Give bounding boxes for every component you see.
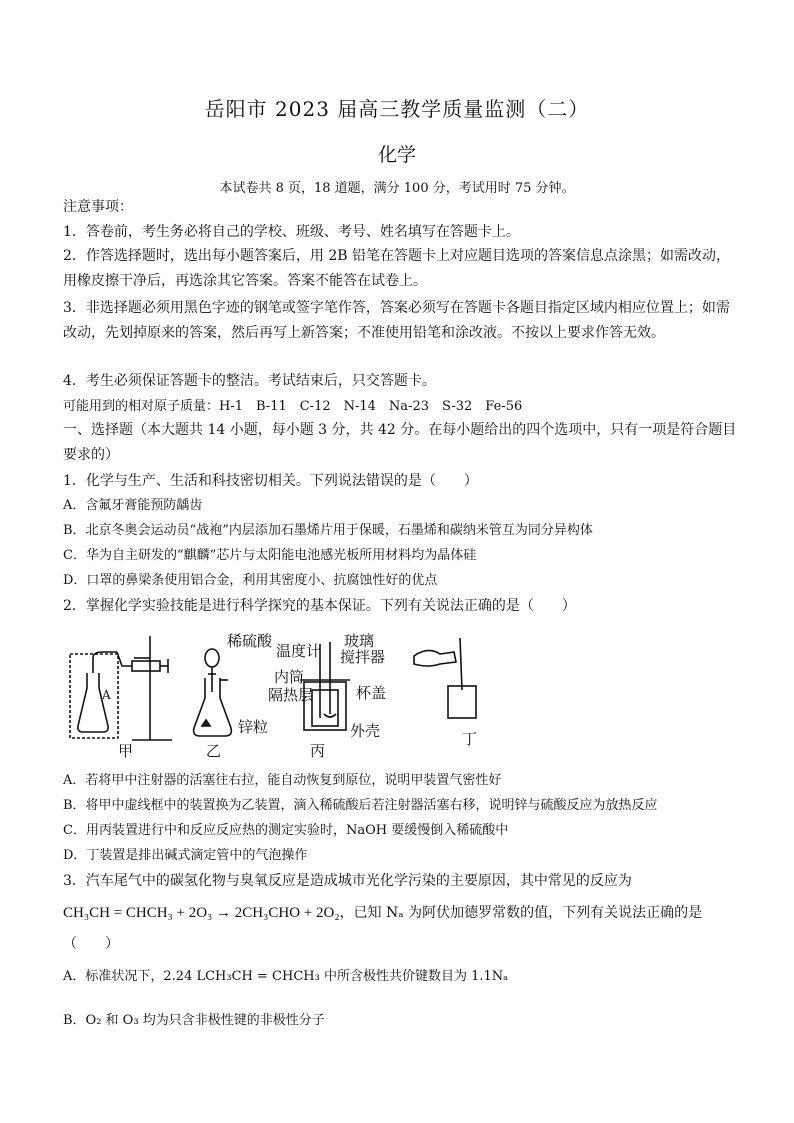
burette-tip bbox=[460, 638, 462, 690]
label-ding: 丁 bbox=[462, 730, 478, 748]
q1-option-d: D．口罩的鼻梁条使用铝合金，利用其密度小、抗腐蚀性好的优点 bbox=[63, 573, 438, 588]
hand bbox=[414, 650, 456, 666]
q1-option-a: A．含氟牙膏能预防龋齿 bbox=[63, 498, 203, 513]
label-glass-2: 搅拌器 bbox=[340, 648, 386, 666]
q3-stem-tail: ，已知 Nₐ 为阿伏加德罗常数的值，下列有关说法正确的是 bbox=[339, 905, 703, 921]
q2-option-d: D．丁装置是排出碱式滴定管中的气泡操作 bbox=[63, 848, 308, 863]
q2-stem: 2．掌握化学实验技能是进行科学探究的基本保证。下列有关说法正确的是（ ） bbox=[63, 598, 576, 614]
label-shell: 外壳 bbox=[350, 722, 381, 740]
q3-equation: CH₃CH = CHCH₃ + 2O₃ → 2CH₃CHO + 2O₂ bbox=[63, 905, 340, 921]
dropping-funnel bbox=[205, 649, 219, 667]
label-zinc: 锌粒 bbox=[238, 718, 269, 736]
q3-option-a: A．标准状况下，2.24 LCH₃CH = CHCH₃ 中所含极性共价键数目为 1.1Nₐ bbox=[63, 969, 509, 984]
notice-item-1: 1．答卷前，考生务必将自己的学校、班级、考号、姓名填写在答题卡上。 bbox=[63, 224, 520, 240]
zinc-particles bbox=[202, 720, 210, 726]
q3-paren: （ ） bbox=[63, 936, 119, 952]
label-inner: 内筒 bbox=[274, 668, 305, 686]
label-jia: 甲 bbox=[118, 742, 134, 760]
calorimeter-inner bbox=[312, 690, 338, 726]
section-heading: 一、选择题（本大题共 14 小题，每小题 3 分，共 42 分。在每小题给出的四个选项中，只有一项是符合题目要求的） bbox=[63, 422, 737, 463]
beaker bbox=[448, 686, 476, 718]
atomic-masses: 可能用到的相对原子质量：H-1 B-11 C-12 N-14 Na-23 S-32 Fe-56 bbox=[63, 399, 523, 414]
label-lid: 杯盖 bbox=[356, 684, 387, 702]
exam-meta: 本试卷共 8 页，18 道题，满分 100 分，考试用时 75 分钟。 bbox=[219, 181, 575, 196]
flask-jia bbox=[78, 673, 108, 732]
q2-option-c: C．用丙装置进行中和反应反应热的测定实验时，NaOH 要缓慢倒入稀硫酸中 bbox=[63, 823, 509, 838]
q3-option-b: B．O₂ 和 O₃ 均为只含非极性键的非极性分子 bbox=[63, 1013, 325, 1028]
notice-item-2: 2．作答选择题时，选出每小题答案后，用 2B 铅笔在答题卡上对应题目选项的答案信息点涂黑；如需改动，用橡皮擦干净后，再选涂其它答案。答案不能答在试卷上。 bbox=[63, 248, 731, 289]
q1-stem: 1．化学与生产、生活和科技密切相关。下列说法错误的是（ ） bbox=[63, 473, 478, 489]
notice-heading: 注意事项： bbox=[63, 199, 133, 215]
notice-item-3: 3．非选择题必须用黑色字迹的钢笔或签字笔作答，答案必须写在答题卡各题目指定区域内相应位置上；如需改动，先划掉原来的答案，然后再写上新答案；不准使用铅笔和涂改液。不按以上要求作答无效。 bbox=[63, 300, 730, 341]
q3-equation-line bbox=[63, 903, 743, 923]
subject-title: 化学 bbox=[377, 144, 416, 166]
notice-item-4: 4．考生必须保证答题卡的整洁。考试结束后，只交答题卡。 bbox=[63, 373, 436, 389]
q1-option-b: B．北京冬奥会运动员“战袍”内层添加石墨烯片用于保暖，石墨烯和碳纳米管互为同分异构体 bbox=[63, 523, 593, 538]
label-thermometer: 温度计 bbox=[276, 642, 322, 660]
flask-tube bbox=[93, 652, 117, 673]
exam-title: 岳阳市 2023 届高三教学质量监测（二） bbox=[204, 97, 590, 121]
q3-stem: 3．汽车尾气中的碳氢化物与臭氧反应是造成城市光化学污染的主要原因，其中常见的反应为 bbox=[63, 873, 632, 889]
syringe bbox=[132, 661, 160, 671]
label-glass-1: 玻璃 bbox=[344, 632, 375, 650]
label-yi: 乙 bbox=[206, 742, 222, 760]
q1-option-c: C．华为自主研发的“麒麟”芯片与太阳能电池感光板所用材料均为晶体硅 bbox=[63, 548, 477, 563]
label-dilute-acid: 稀硫酸 bbox=[227, 632, 273, 650]
q2-option-b: B．将甲中虚线框中的装置换为乙装置，滴入稀硫酸后若注射器活塞右移，说明锌与硫酸反应为放热反应 bbox=[63, 798, 658, 813]
label-a: A bbox=[102, 688, 111, 702]
apparatus-figure bbox=[62, 628, 502, 768]
label-bing: 丙 bbox=[310, 742, 326, 760]
q2-option-a: A．若将甲中注射器的活塞往右拉，能自动恢复到原位，说明甲装置气密性好 bbox=[63, 773, 502, 788]
label-insulation: 隔热层 bbox=[268, 686, 314, 704]
